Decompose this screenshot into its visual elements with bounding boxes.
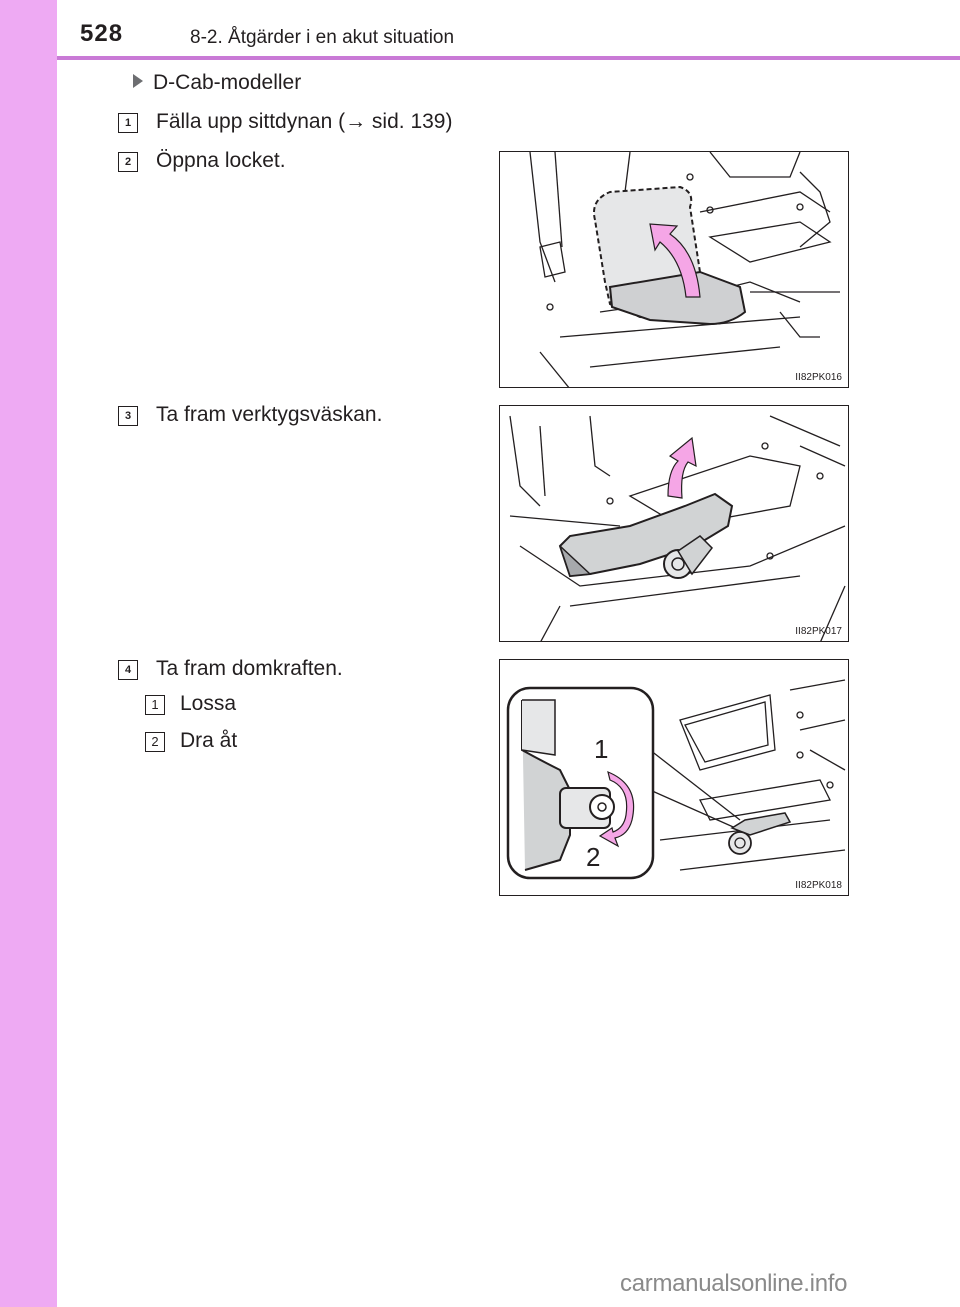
figure-code-1: II82PK016 [795, 372, 842, 383]
step-text-3: Ta fram verktygsväskan. [156, 403, 383, 426]
side-strip [0, 0, 57, 1307]
jack-illustration [500, 660, 849, 896]
substep-text-2: Dra åt [180, 729, 238, 752]
callout-1: 1 [594, 734, 609, 764]
page-number: 528 [80, 20, 124, 47]
step-number-3: 3 [118, 406, 138, 426]
step-text-4: Ta fram domkraften. [156, 657, 343, 680]
step-text-1: Fälla upp sittdynan (→ sid. 139) [156, 110, 453, 133]
model-heading [133, 71, 301, 95]
step-number-4: 4 [118, 660, 138, 680]
section-title: 8-2. Åtgärder i en akut situation [190, 27, 455, 48]
figure-jack [499, 659, 849, 896]
figure-code-2: II82PK017 [795, 626, 842, 637]
step-number-2: 2 [118, 152, 138, 172]
tool-bag-illustration [500, 406, 849, 642]
triangle-bullet-icon [133, 74, 143, 88]
step-text-2: Öppna locket. [156, 149, 286, 172]
callout-2: 2 [586, 842, 601, 872]
watermark: carmanualsonline.info [620, 1270, 848, 1297]
header-rule [57, 56, 960, 60]
step-number-1: 1 [118, 113, 138, 133]
substep-number-2: 2 [145, 732, 165, 752]
model-heading-text: D-Cab-modeller [153, 71, 302, 94]
substep-number-1: 1 [145, 695, 165, 715]
figure-tool-bag [499, 405, 849, 642]
substep-text-1: Lossa [180, 692, 237, 715]
figure-code-3: II82PK018 [795, 880, 842, 891]
open-lid-illustration [500, 152, 849, 388]
figure-open-lid [499, 151, 849, 388]
